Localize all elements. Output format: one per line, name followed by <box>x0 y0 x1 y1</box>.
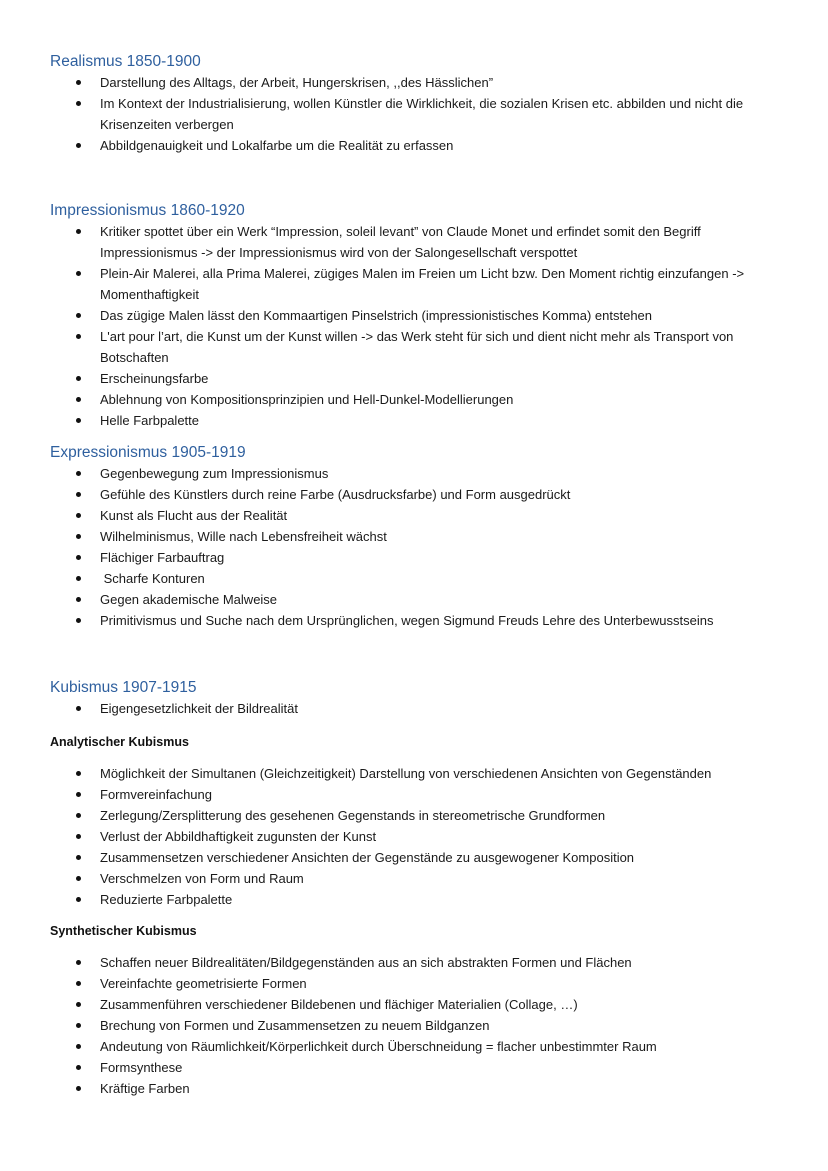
list-item: Erscheinungsfarbe <box>50 368 790 389</box>
list-item: Formvereinfachung <box>50 784 790 805</box>
list-item: Zusammenführen verschiedener Bildebenen und flächiger Materialien (Collage, …) <box>50 994 790 1015</box>
list-item: Im Kontext der Industrialisierung, wollen Künstler die Wirklichkeit, die sozialen Krisen etc. abbilden und nicht die Krisenzeiten verbergen <box>50 93 790 135</box>
subsection-analytischer-kubismus <box>50 733 790 910</box>
list-item: Schaffen neuer Bildrealitäten/Bildgegenständen aus an sich abstrakten Formen und Flächen <box>50 952 790 973</box>
list-item: Abbildgenauigkeit und Lokalfarbe um die Realität zu erfassen <box>50 135 790 156</box>
list-item: Gefühle des Künstlers durch reine Farbe (Ausdrucksfarbe) und Form ausgedrückt <box>50 484 790 505</box>
list-item: Brechung von Formen und Zusammensetzen zu neuem Bildganzen <box>50 1015 790 1036</box>
bullet-list <box>50 698 790 719</box>
list-item: Helle Farbpalette <box>50 410 790 431</box>
list-item: Ablehnung von Kompositionsprinzipien und Hell-Dunkel-Modellierungen <box>50 389 790 410</box>
list-item: Gegen akademische Malweise <box>50 589 790 610</box>
section-title: Realismus 1850-1900 <box>50 53 201 70</box>
list-item: Formsynthese <box>50 1057 790 1078</box>
list-item: Zerlegung/Zersplitterung des gesehenen Gegenstands in stereometrische Grundformen <box>50 805 790 826</box>
list-item: Primitivismus und Suche nach dem Ursprünglichen, wegen Sigmund Freuds Lehre des Unterbewusstseins <box>50 610 790 631</box>
section-title: Impressionismus 1860-1920 <box>50 202 245 219</box>
list-item: Kräftige Farben <box>50 1078 790 1099</box>
bullet-list <box>50 221 790 431</box>
list-item: L'art pour l’art, die Kunst um der Kunst willen -> das Werk steht für sich und dient nicht mehr als Transport von Botschaften <box>50 326 790 368</box>
list-item: Plein-Air Malerei, alla Prima Malerei, zügiges Malen im Freien um Licht bzw. Den Moment richtig einzufangen -> Momenthaftigkeit <box>50 263 790 305</box>
list-item: Scharfe Konturen <box>50 568 790 589</box>
section-realismus <box>50 52 790 156</box>
list-item: Flächiger Farbauftrag <box>50 547 790 568</box>
list-item: Wilhelminismus, Wille nach Lebensfreiheit wächst <box>50 526 790 547</box>
list-item: Reduzierte Farbpalette <box>50 889 790 910</box>
list-item: Zusammensetzen verschiedener Ansichten der Gegenstände zu ausgewogener Komposition <box>50 847 790 868</box>
section-title: Expressionismus 1905-1919 <box>50 444 246 461</box>
list-item: Das zügige Malen lässt den Kommaartigen Pinselstrich (impressionistisches Komma) entstehen <box>50 305 790 326</box>
list-item: Darstellung des Alltags, der Arbeit, Hungerskrisen, ,,des Hässlichen” <box>50 72 790 93</box>
bullet-list <box>50 952 790 1099</box>
list-item: Andeutung von Räumlichkeit/Körperlichkeit durch Überschneidung = flacher unbestimmter Raum <box>50 1036 790 1057</box>
bullet-list <box>50 463 790 631</box>
section-kubismus <box>50 678 790 719</box>
list-item: Verschmelzen von Form und Raum <box>50 868 790 889</box>
list-item: Vereinfachte geometrisierte Formen <box>50 973 790 994</box>
section-title: Kubismus 1907-1915 <box>50 679 197 696</box>
bullet-list <box>50 763 790 910</box>
list-item: Möglichkeit der Simultanen (Gleichzeitigkeit) Darstellung von verschiedenen Ansichten von Gegenständen <box>50 763 790 784</box>
subsection-title: Synthetischer Kubismus <box>50 924 197 938</box>
list-item: Kritiker spottet über ein Werk “Impression, soleil levant” von Claude Monet und erfindet somit den Begriff Impressionismus -> der Impressionismus wird von der Salongesellschaft verspottet <box>50 221 790 263</box>
subsection-title: Analytischer Kubismus <box>50 735 189 749</box>
list-item: Kunst als Flucht aus der Realität <box>50 505 790 526</box>
bullet-list <box>50 72 790 156</box>
section-expressionismus <box>50 443 790 631</box>
subsection-synthetischer-kubismus <box>50 922 790 1099</box>
list-item: Gegenbewegung zum Impressionismus <box>50 463 790 484</box>
list-item: Verlust der Abbildhaftigkeit zugunsten der Kunst <box>50 826 790 847</box>
list-item: Eigengesetzlichkeit der Bildrealität <box>50 698 790 719</box>
section-impressionismus <box>50 201 790 431</box>
